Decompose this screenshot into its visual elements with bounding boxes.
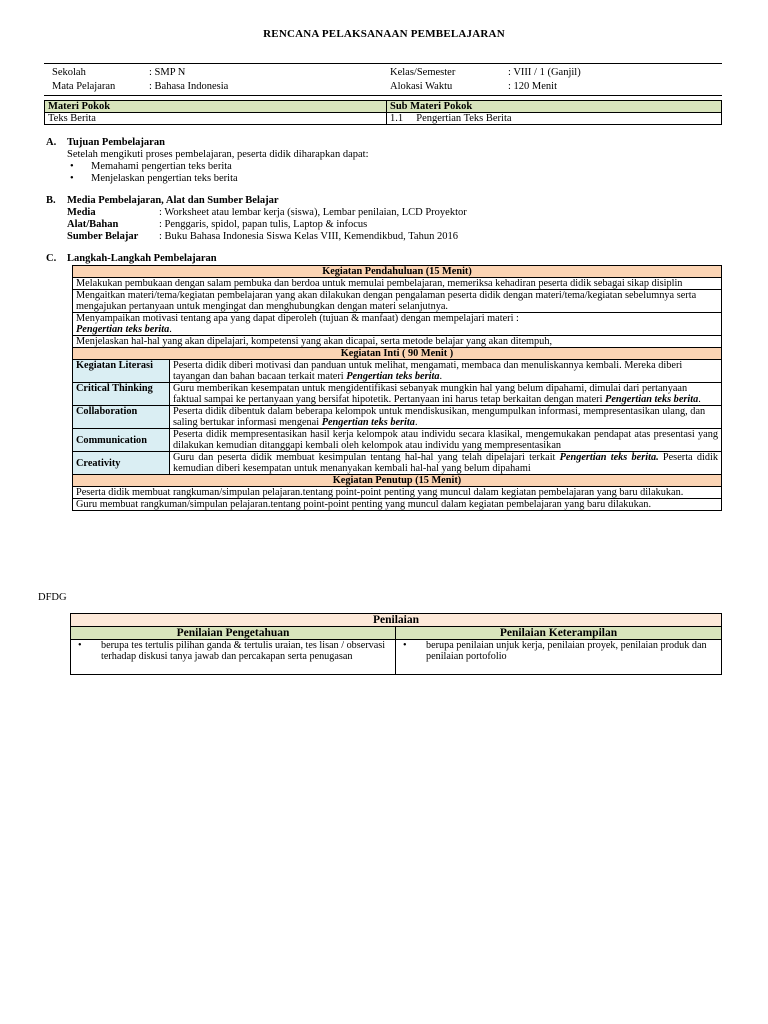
row-text: Peserta didik diberi motivasi dan panduan untuk melihat, mengamati, membaca dan menuliskannya kembali. Mereka diberi tayangan dan bahan bacaan terkait materi (173, 360, 683, 382)
section-c-letter: C. (46, 253, 57, 264)
sumber-label: Sumber Belajar (67, 231, 139, 242)
list-item: • Menjelaskan pengertian teks berita (67, 173, 368, 185)
row-text: Guru memberikan kesempatan untuk mengidentifikasi sebanyak mungkin hal yang belum dipahami, dimulai dari pertanyaan faktual sampai ke pertanyaan yang bersifat hipotetik. Pertanyaan ini harus tetap berkaitan dengan materi (173, 383, 688, 405)
row-text: Menyampaikan motivasi tentang apa yang dapat diperoleh (tujuan & manfaat) dengan mempelajari materi : (76, 313, 519, 324)
section-b-title: Media Pembelajaran, Alat dan Sumber Belajar (67, 195, 279, 206)
materi-pokok-value: Teks Berita (45, 113, 387, 125)
penilaian-pengetahuan-cell (71, 640, 396, 675)
inti-header: Kegiatan Inti ( 90 Menit ) (73, 348, 722, 360)
table-row: Menjelaskan hal-hal yang akan dipelajari, kompetensi yang akan dicapai, serta metode belajar yang akan ditempuh, (73, 336, 722, 348)
collab-text (170, 406, 722, 429)
section-a-title: Tujuan Pembelajaran (67, 137, 165, 148)
literasi-label: Kegiatan Literasi (73, 360, 170, 383)
penilaian-keterampilan-header: Penilaian Keterampilan (396, 627, 722, 640)
row-text: . (439, 371, 443, 382)
penilaian-keterampilan-cell (396, 640, 722, 675)
stray-text: DFDG (38, 592, 67, 603)
row-text: Guru dan peserta didik membuat kesimpulan tentang hal-hal yang telah dipelajari terkait (173, 452, 560, 463)
media-label: Media (67, 207, 96, 218)
row-text: . (698, 394, 701, 405)
materi-table (44, 100, 722, 125)
table-row: Peserta didik membuat rangkuman/simpulan pelajaran.tentang point-point penting yang muncul dalam kegiatan pembelajaran yang baru dilakukan. (73, 487, 722, 499)
sekolah-label: Sekolah (52, 67, 86, 78)
table-row (73, 313, 722, 336)
penilaian-keterampilan-text: berupa penilaian unjuk kerja, penilaian proyek, penilaian produk dan penilaian portofolio (426, 640, 707, 662)
row-text: Peserta didik dibentuk dalam beberapa kelompok untuk mendiskusikan, mengumpulkan informasi, mempresentasikan ulang, dan saling bertukar informasi mengenai (173, 406, 706, 428)
row-emphasis: Pengertian teks berita (76, 324, 170, 335)
section-a-intro: Setelah mengikuti proses pembelajaran, peserta didik diharapkan dapat: (67, 149, 369, 160)
materi-pokok-header: Materi Pokok (45, 101, 387, 113)
kelas-label: Kelas/Semester (390, 67, 456, 78)
creat-text (170, 452, 722, 475)
table-row: Guru membuat rangkuman/simpulan pelajaran.tentang point-point penting yang muncul dalam kegiatan pembelajaran yang baru dilakukan. (73, 499, 722, 511)
comm-text: Peserta didik mempresentasikan hasil kerja kelompok atau individu secara klasikal, mengemukakan pendapat atas presentasi yang dilakukan kemudian ditanggapi kembali oleh kelompok atau individu yang mempresentasikan (170, 429, 722, 452)
kelas-value: : VIII / 1 (Ganjil) (508, 67, 581, 78)
penilaian-title: Penilaian (71, 614, 722, 627)
sumber-value: : Buku Bahasa Indonesia Siswa Kelas VIII, Kemendikbud, Tahun 2016 (159, 231, 458, 242)
row-emphasis: Pengertian teks berita (321, 417, 415, 428)
row-emphasis: Pengertian teks berita (346, 371, 440, 382)
comm-label: Communication (73, 429, 170, 452)
table-row: Melakukan pembukaan dengan salam pembuka dan berdoa untuk memulai pembelajaran, memeriksa kehadiran peserta didik sebagai sikap disiplin (73, 278, 722, 290)
row-text: . (169, 324, 172, 335)
mapel-label: Mata Pelajaran (52, 81, 116, 92)
steps-table (72, 265, 722, 511)
bullet-icon: • (403, 640, 407, 651)
row-emphasis: Pengertian teks berita. (559, 452, 659, 463)
sub-materi-value: 1.1 Pengertian Teks Berita (387, 113, 722, 125)
waktu-value: : 120 Menit (508, 81, 557, 92)
row-text: . (414, 417, 418, 428)
sekolah-value: : SMP N (149, 67, 186, 78)
waktu-label: Alokasi Waktu (390, 81, 453, 92)
table-row: Mengaitkan materi/tema/kegiatan pembelajaran yang akan dilakukan dengan pengalaman peserta didik dengan materi/tema/kegiatan sebelumnya serta mengajukan pertanyaan untuk mengingat dan menghubungkan dengan materi selanjutnya. (73, 290, 722, 313)
bullet-icon: • (78, 640, 82, 651)
creat-label: Creativity (73, 452, 170, 475)
collab-label: Collaboration (73, 406, 170, 429)
section-a-letter: A. (46, 137, 57, 148)
penilaian-pengetahuan-text: berupa tes tertulis pilihan ganda & tertulis uraian, tes lisan / observasi terhadap diskusi tanya jawab dan percakapan serta penugasan (101, 640, 386, 662)
critical-label: Critical Thinking (73, 383, 170, 406)
section-b-letter: B. (46, 195, 56, 206)
sub-materi-header: Sub Materi Pokok (387, 101, 722, 113)
media-value: : Worksheet atau lembar kerja (siswa), Lembar penilaian, LCD Proyektor (159, 207, 467, 218)
alat-label: Alat/Bahan (67, 219, 119, 230)
pendahuluan-header: Kegiatan Pendahuluan (15 Menit) (73, 266, 722, 278)
critical-text (170, 383, 722, 406)
penilaian-table (70, 613, 722, 675)
identity-block (52, 66, 722, 94)
list-item: • Memahami pengertian teks berita (67, 161, 368, 173)
row-text: Peserta didik kemudian diberi kesempatan untuk menanyakan kembali hal-hal yang belum dipahami (173, 452, 718, 474)
document-title: RENCANA PELAKSANAAN PEMBELAJARAN (263, 28, 505, 40)
penilaian-pengetahuan-header: Penilaian Pengetahuan (71, 627, 396, 640)
divider-top (44, 63, 722, 64)
divider-bottom (44, 95, 722, 96)
section-a (46, 137, 722, 185)
alat-value: : Penggaris, spidol, papan tulis, Laptop & infocus (159, 219, 368, 230)
mapel-value: : Bahasa Indonesia (149, 81, 229, 92)
row-emphasis: Pengertian teks berita (605, 394, 699, 405)
section-c (46, 253, 722, 265)
section-c-title: Langkah-Langkah Pembelajaran (67, 253, 217, 264)
literasi-text (170, 360, 722, 383)
section-b (46, 195, 722, 243)
penutup-header: Kegiatan Penutup (15 Menit) (73, 475, 722, 487)
